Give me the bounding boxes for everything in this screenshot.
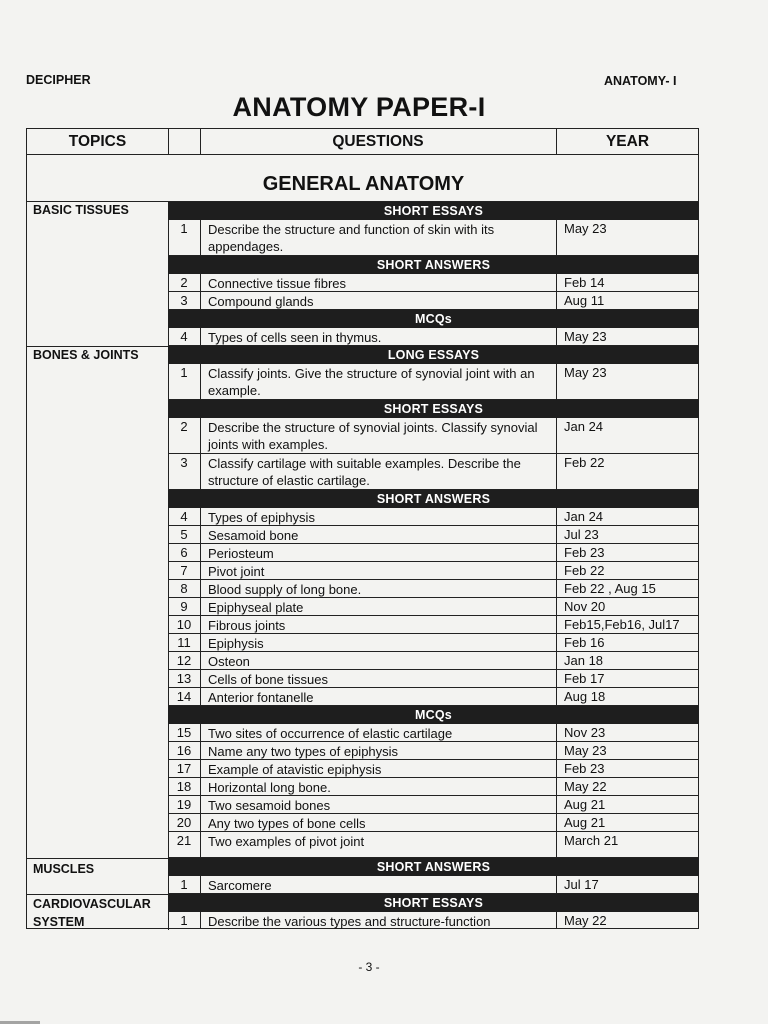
question-year: Aug 21: [564, 797, 606, 812]
question-year: May 23: [564, 365, 607, 380]
question-text: Compound glands: [208, 294, 314, 309]
question-text: Two sesamoid bones: [208, 798, 331, 813]
divider: [556, 129, 557, 154]
band-short-essays: SHORT ESSAYS: [168, 202, 699, 220]
question-text: Horizontal long bone.: [208, 780, 331, 795]
question-year: Feb 17: [564, 671, 605, 686]
table-row: [168, 634, 699, 652]
table-row: [168, 328, 699, 346]
question-year: Feb 22: [564, 455, 605, 470]
question-number: 13: [176, 671, 192, 686]
question-number: 19: [176, 797, 192, 812]
table-row: [168, 454, 699, 490]
question-year: Feb 23: [564, 545, 605, 560]
table-row: [168, 580, 699, 598]
header-right: ANATOMY- I: [604, 74, 677, 88]
question-number: 14: [176, 689, 192, 704]
question-year: Feb 22 , Aug 15: [564, 581, 656, 596]
question-year: Nov 20: [564, 599, 606, 614]
question-number: 17: [176, 761, 192, 776]
question-number: 18: [176, 779, 192, 794]
table-row: [168, 742, 699, 760]
table-row: [168, 688, 699, 706]
band-short-answers: SHORT ANSWERS: [168, 256, 699, 274]
question-text: Sarcomere: [208, 878, 272, 893]
question-text: Connective tissue fibres: [208, 276, 347, 291]
question-number: 1: [180, 365, 188, 380]
question-text: Osteon: [208, 654, 250, 669]
band-short-answers: SHORT ANSWERS: [168, 490, 699, 508]
question-text: Classify joints. Give the structure of synovial joint with an example.: [208, 366, 535, 398]
question-text: Pivot joint: [208, 564, 265, 579]
band-short-essays: SHORT ESSAYS: [168, 400, 699, 418]
table-row: [168, 724, 699, 742]
table-row: [168, 670, 699, 688]
question-year: Jul 23: [564, 527, 599, 542]
question-number: 1: [180, 877, 188, 892]
table-row: [168, 508, 699, 526]
question-text: Epiphysis: [208, 636, 264, 651]
table-row: [168, 418, 699, 454]
col-header-questions: QUESTIONS: [200, 129, 556, 155]
question-number: 15: [176, 725, 192, 740]
section-title: GENERAL ANATOMY: [262, 173, 465, 195]
question-year: Nov 23: [564, 725, 606, 740]
question-number: 1: [180, 913, 188, 928]
question-number: 2: [180, 275, 188, 290]
question-number: 3: [180, 293, 188, 308]
question-year: Jan 24: [564, 509, 604, 524]
question-text: Blood supply of long bone.: [208, 582, 362, 597]
question-year: Feb15,Feb16, Jul17: [564, 617, 680, 632]
divider: [168, 129, 169, 154]
divider: [200, 129, 201, 154]
question-year: May 23: [564, 329, 607, 344]
table-row: [168, 526, 699, 544]
table-row: [168, 652, 699, 670]
question-text: Example of atavistic epiphysis: [208, 762, 382, 777]
band-mcqs: MCQs: [168, 706, 699, 724]
page-number: - 3 -: [358, 960, 380, 974]
question-text: Two examples of pivot joint: [208, 834, 365, 849]
question-year: Jan 24: [564, 419, 604, 434]
table-row: [168, 912, 699, 929]
question-text: Classify cartilage with suitable examples. Describe the structure of elastic cartilage.: [208, 456, 521, 488]
header-left: DECIPHER: [26, 73, 91, 87]
table-row: [168, 796, 699, 814]
topic-system: SYSTEM: [33, 915, 85, 929]
table-row: [168, 760, 699, 778]
question-text: Types of epiphysis: [208, 510, 315, 525]
table-row: [168, 832, 699, 858]
question-number: 9: [180, 599, 188, 614]
question-year: Aug 18: [564, 689, 606, 704]
col-header-topics: TOPICS: [27, 129, 168, 155]
table-row: [168, 598, 699, 616]
question-year: Jul 17: [564, 877, 599, 892]
question-number: 21: [176, 833, 192, 848]
topic-muscles: MUSCLES: [33, 862, 95, 876]
question-text: Name any two types of epiphysis: [208, 744, 399, 759]
table-row: [168, 544, 699, 562]
band-short-answers: SHORT ANSWERS: [168, 858, 699, 876]
band-short-essays: SHORT ESSAYS: [168, 894, 699, 912]
band-mcqs: MCQs: [168, 310, 699, 328]
question-text: Any two types of bone cells: [208, 816, 366, 831]
question-year: May 23: [564, 221, 607, 236]
question-year: Feb 16: [564, 635, 605, 650]
question-number: 1: [180, 221, 188, 236]
question-text: Describe the structure and function of skin with its appendages.: [208, 222, 495, 254]
question-text: Anterior fontanelle: [208, 690, 314, 705]
page-title: ANATOMY PAPER-I: [232, 92, 486, 122]
question-number: 10: [176, 617, 192, 632]
col-header-number: [168, 129, 200, 155]
table-row: [168, 364, 699, 400]
question-text: Describe the structure of synovial joints. Classify synovial joints with examples.: [208, 420, 538, 452]
question-year: Aug 11: [564, 293, 605, 308]
question-year: Feb 23: [564, 761, 605, 776]
table-row: [168, 220, 699, 256]
topic-basic-tissues: BASIC TISSUES: [33, 203, 129, 217]
question-year: Aug 21: [564, 815, 606, 830]
table-row: [168, 814, 699, 832]
question-year: May 22: [564, 913, 607, 928]
table-row: [168, 274, 699, 292]
question-number: 6: [180, 545, 188, 560]
table-row: [168, 778, 699, 796]
question-number: 4: [180, 509, 188, 524]
question-year: Jan 18: [564, 653, 604, 668]
question-text: Cells of bone tissues: [208, 672, 328, 687]
question-text: Types of cells seen in thymus.: [208, 330, 382, 345]
col-header-year: YEAR: [556, 129, 699, 155]
table-row: [168, 876, 699, 894]
question-text: Sesamoid bone: [208, 528, 299, 543]
question-number: 5: [180, 527, 188, 542]
question-year: Feb 22: [564, 563, 605, 578]
question-number: 3: [180, 455, 188, 470]
question-number: 11: [177, 635, 191, 650]
topic-bones-joints: BONES & JOINTS: [33, 348, 139, 362]
topic-cardiovascular: CARDIOVASCULAR: [33, 897, 151, 911]
question-text: Fibrous joints: [208, 618, 286, 633]
question-number: 2: [180, 419, 188, 434]
question-year: Feb 14: [564, 275, 605, 290]
band-long-essays: LONG ESSAYS: [168, 346, 699, 364]
question-text: Describe the various types and structure-function: [208, 914, 491, 929]
table-row: [168, 562, 699, 580]
question-table: [26, 128, 699, 929]
question-text: Two sites of occurrence of elastic cartilage: [208, 726, 453, 741]
question-year: March 21: [564, 833, 619, 848]
question-number: 4: [180, 329, 188, 344]
question-number: 20: [176, 815, 192, 830]
table-row: [168, 616, 699, 634]
question-number: 12: [176, 653, 192, 668]
question-text: Periosteum: [208, 546, 274, 561]
divider: [27, 858, 168, 859]
table-row: [168, 292, 699, 310]
question-number: 7: [180, 563, 188, 578]
question-number: 8: [180, 581, 188, 596]
question-text: Epiphyseal plate: [208, 600, 304, 615]
question-number: 16: [176, 743, 192, 758]
question-year: May 23: [564, 743, 607, 758]
question-year: May 22: [564, 779, 607, 794]
